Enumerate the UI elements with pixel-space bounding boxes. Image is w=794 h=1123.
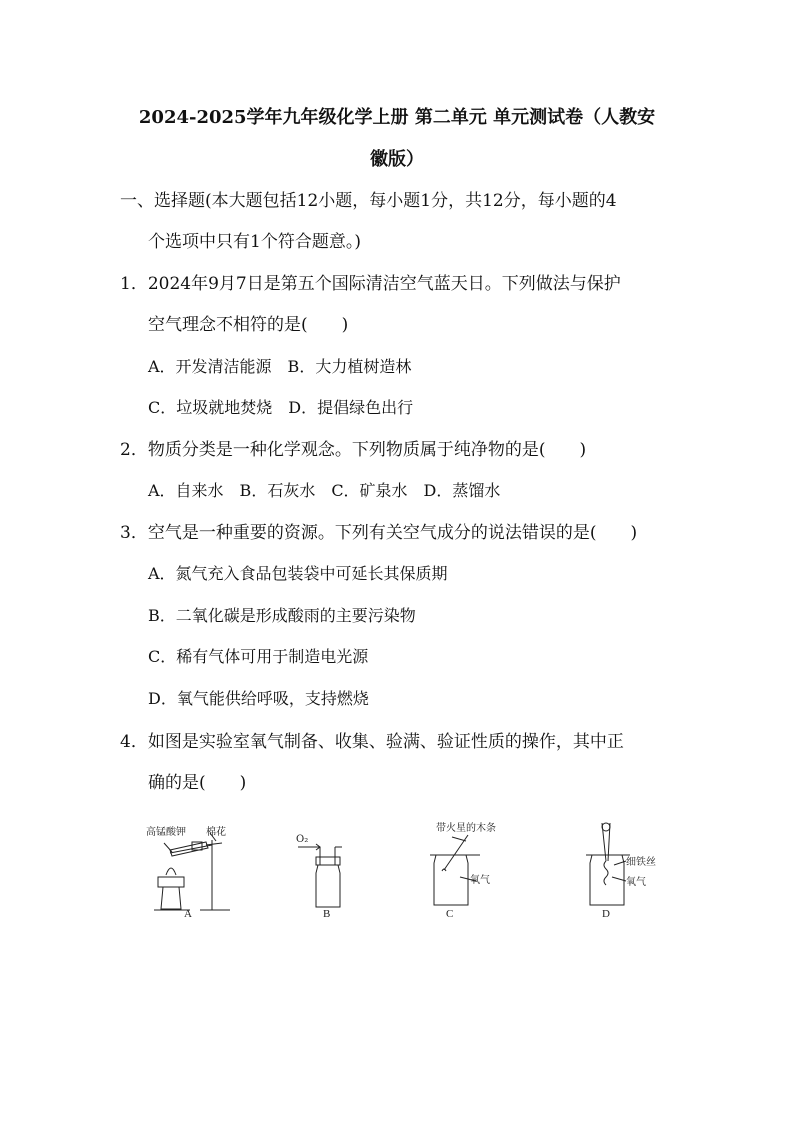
- apparatus-a-heating-setup: [154, 833, 230, 910]
- label-glowing-splint: 带火星的木条: [436, 823, 496, 834]
- apparatus-c-oxygen-jar: [430, 835, 480, 905]
- label-oxygen-inlet: O₂: [296, 834, 309, 845]
- figure-letter-b: B: [323, 908, 331, 920]
- question-3-option-b: B．二氧化碳是形成酸雨的主要污染物: [148, 606, 416, 625]
- question-4-stem-cont: 确的是( ): [148, 773, 247, 793]
- question-1-stem-cont: 空气理念不相符的是( ): [148, 315, 349, 335]
- page-title-line1: 2024-2025学年九年级化学上册 第二单元 单元测试卷（人教安: [138, 107, 656, 128]
- apparatus-b-gas-bottle: [298, 844, 342, 907]
- question-2-stem: 2．物质分类是一种化学观念。下列物质属于纯净物的是( ): [120, 440, 587, 460]
- label-oxygen-d: 氧气: [626, 877, 646, 888]
- apparatus-d-iron-wire-jar: [586, 823, 630, 905]
- label-oxygen-c: 氧气: [470, 875, 490, 886]
- question-4-stem: 4．如图是实验室氧气制备、收集、验满、验证性质的操作，其中正: [120, 732, 624, 752]
- question-3-option-a: A．氮气充入食品包装袋中可延长其保质期: [148, 564, 448, 583]
- question-3-stem: 3．空气是一种重要的资源。下列有关空气成分的说法错误的是( ): [120, 523, 638, 543]
- question-1-options-cd: C．垃圾就地焚烧 D．提倡绿色出行: [148, 398, 414, 417]
- question-1-stem: 1．2024年9月7日是第五个国际清洁空气蓝天日。下列做法与保护: [120, 274, 621, 294]
- label-iron-wire: 细铁丝: [626, 857, 656, 868]
- label-potassium-permanganate: 高锰酸钾: [146, 827, 186, 838]
- question-3-option-d: D．氧气能供给呼吸，支持燃烧: [148, 689, 369, 708]
- apparatus-figure: [130, 815, 690, 920]
- figure-letter-c: C: [446, 908, 454, 920]
- figure-letter-a: A: [184, 908, 192, 920]
- figure-letter-d: D: [602, 908, 610, 920]
- question-3-option-c: C．稀有气体可用于制造电光源: [148, 647, 369, 666]
- question-2-options: A．自来水 B．石灰水 C．矿泉水 D．蒸馏水: [148, 481, 501, 500]
- page-title-line2: 徽版）: [370, 149, 424, 170]
- section-heading-cont: 个选项中只有1个符合题意。): [148, 232, 361, 252]
- apparatus-svg: [130, 815, 690, 920]
- question-1-options-ab: A．开发清洁能源 B．大力植树造林: [148, 357, 412, 376]
- section-heading: 一、选择题(本大题包括12小题，每小题1分，共12分，每小题的4: [120, 191, 617, 211]
- label-cotton: 棉花: [206, 827, 226, 838]
